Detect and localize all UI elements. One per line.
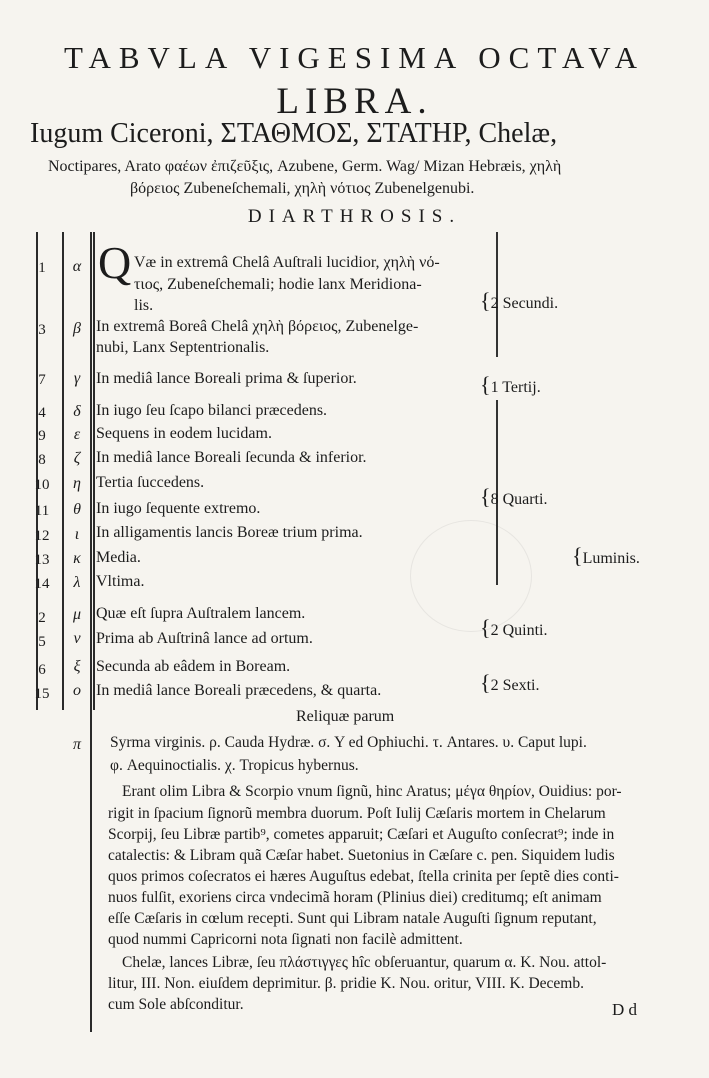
star-description: Vltima. bbox=[96, 573, 145, 590]
body-text-line: eſſe Cæſaris in cœlum recepti. Sunt qui Libram natale Auguſti ſignum reputant, bbox=[108, 910, 597, 927]
body-text-line: Chelæ, lances Libræ, ſeu πλάστιγγες hîc obſeruantur, quarum α. K. Nou. attol- bbox=[122, 954, 607, 971]
star-description: In mediâ lance Boreali ſecunda & inferior. bbox=[96, 449, 367, 466]
column-rule bbox=[93, 232, 95, 710]
star-description: τιος, Zubeneſchemali; hodie lanx Meridiona- bbox=[134, 276, 422, 293]
star-greek-letter: ξ bbox=[73, 658, 81, 675]
star-greek-letter: ι bbox=[74, 526, 80, 543]
star-greek-letter: η bbox=[73, 475, 81, 492]
magnitude-label: 8 Quarti. bbox=[490, 491, 548, 508]
star-greek-letter: θ bbox=[73, 501, 81, 518]
table-title: TABVLA VIGESIMA OCTAVA bbox=[64, 40, 645, 75]
signature-mark: D d bbox=[612, 1000, 638, 1019]
star-number: 8 bbox=[38, 452, 46, 468]
star-number: 10 bbox=[34, 477, 50, 493]
star-description: Tertia ſuccedens. bbox=[96, 474, 205, 491]
star-description: Quæ eſt ſupra Auſtralem lancem. bbox=[96, 605, 306, 622]
synonyms-line-1: Iugum Ciceroni, ΣΤΑΘΜΟΣ, ΣΤΑΤΗΡ, Chelæ, bbox=[30, 118, 558, 149]
star-greek-letter: μ bbox=[72, 606, 82, 623]
body-text-line: quod nummi Capricorni nota ſignati non facilè admittent. bbox=[108, 931, 463, 948]
body-text-line: Scorpij, ſeu Libræ partib⁹, cometes apparuit; Cæſari et Auguſto conſecrat⁹; inde in bbox=[108, 826, 615, 843]
body-text-line: nuos fulſit, exoriens circa vndecimã horam (Plinius diei) creditumq; eſt animam bbox=[108, 889, 602, 906]
magnitude-tertij: {1 Tertij. bbox=[480, 372, 541, 397]
star-number: 15 bbox=[34, 686, 50, 702]
star-number: 5 bbox=[38, 634, 46, 650]
reliquae-line: Reliquæ parum bbox=[296, 708, 395, 725]
star-number: 1 bbox=[38, 260, 46, 276]
magnitude-luminis: {Luminis. bbox=[572, 543, 640, 568]
body-text-line: cum Sole abſconditur. bbox=[108, 996, 244, 1013]
magnitude-sexti: {2 Sexti. bbox=[480, 670, 540, 695]
section-heading: DIARTHROSIS. bbox=[247, 206, 462, 227]
body-text-line: quos primos coſecratos ei hæres Auguſtus edebat, ſtella crinita per ſeptẽ dies conti- bbox=[108, 868, 619, 885]
star-number: 2 bbox=[38, 610, 46, 626]
star-description: nubi, Lanx Septentrionalis. bbox=[96, 339, 270, 356]
star-greek-letter: λ bbox=[73, 574, 81, 591]
magnitude-label: 1 Tertij. bbox=[490, 379, 541, 396]
magnitude-quinti: {2 Quinti. bbox=[480, 615, 548, 640]
body-text-line: litur, III. Non. eiuſdem deprimitur. β. pridie K. Nou. oritur, VIII. K. Decemb. bbox=[108, 975, 584, 992]
star-greek-letter: ν bbox=[73, 630, 81, 647]
star-description: Væ in extremâ Chelâ Auſtrali lucidior, χηλὴ νό- bbox=[134, 254, 440, 271]
star-greek-letter: κ bbox=[73, 550, 81, 567]
star-number: 12 bbox=[34, 528, 50, 544]
magnitude-label: Luminis. bbox=[582, 550, 640, 567]
star-greek-letter: α bbox=[72, 258, 82, 275]
star-description: Media. bbox=[96, 549, 141, 566]
star-number: 7 bbox=[38, 372, 46, 388]
star-greek-letter: β bbox=[73, 320, 81, 337]
constellation-name: LIBRA. bbox=[276, 81, 433, 122]
body-text-line: rigit in ſpacium ſignorũ membra duorum. Poſt Iulij Cæſaris mortem in Chelarum bbox=[108, 805, 606, 822]
star-description: In iugo ſequente extremo. bbox=[96, 500, 261, 517]
star-description: Prima ab Auſtrinâ lance ad ortum. bbox=[96, 630, 313, 647]
star-number: 9 bbox=[38, 428, 46, 444]
magnitude-label: 2 Secundi. bbox=[490, 295, 559, 312]
body-text-line: Erant olim Libra & Scorpio vnum ſignũ, hinc Aratus; μέγα θηρίον, Ouidius: por- bbox=[122, 783, 622, 800]
star-description: In extremâ Boreâ Chelâ χηλὴ βόρειος, Zubenelge- bbox=[96, 318, 419, 335]
star-greek-letter: γ bbox=[73, 370, 81, 387]
pi-line-2: φ. Aequinoctialis. χ. Tropicus hybernus. bbox=[110, 757, 359, 774]
star-number: 4 bbox=[38, 405, 46, 421]
star-number: 3 bbox=[38, 322, 46, 338]
body-text-line: catalectis: & Libram quã Cæſar habet. Suetonius in Cæſare c. pen. Siquidem ludis bbox=[108, 847, 615, 864]
star-greek-letter: π bbox=[72, 736, 81, 753]
star-greek-letter: ζ bbox=[73, 450, 81, 467]
pi-line-1: Syrma virginis. ρ. Cauda Hydræ. σ. Y ed Ophiuchi. τ. Antares. υ. Caput lupi. bbox=[110, 734, 587, 751]
synonyms-line-2: Noctipares, Arato φαέων ἐπιζεῦξις, Azubene, Germ. Wag/ Mizan Hebræis, χηλὴ bbox=[48, 158, 562, 175]
star-greek-letter: δ bbox=[73, 403, 81, 420]
magnitude-label: 2 Quinti. bbox=[490, 622, 548, 639]
star-description: lis. bbox=[134, 297, 154, 314]
magnitude-secundi: {2 Secundi. bbox=[480, 288, 559, 313]
magnitude-label: 2 Sexti. bbox=[490, 677, 540, 694]
star-description: In iugo ſeu ſcapo bilanci præcedens. bbox=[96, 402, 328, 419]
star-description: Secunda ab eâdem in Boream. bbox=[96, 658, 291, 675]
star-description: In mediâ lance Boreali præcedens, & quarta. bbox=[96, 682, 382, 699]
drop-cap: Q bbox=[98, 237, 132, 288]
synonyms-line-3: βόρειος Zubeneſchemali, χηλὴ νότιος Zubenelgenubi. bbox=[130, 180, 475, 197]
star-description: Sequens in eodem lucidam. bbox=[96, 425, 272, 442]
magnitude-quarti: {8 Quarti. bbox=[480, 484, 548, 509]
star-number: 13 bbox=[34, 552, 50, 568]
star-greek-letter: ο bbox=[73, 682, 81, 699]
star-number: 6 bbox=[38, 662, 46, 678]
star-greek-letter: ε bbox=[73, 426, 81, 443]
star-number: 11 bbox=[34, 503, 50, 519]
star-description: In alligamentis lancis Boreæ trium prima. bbox=[96, 524, 363, 541]
star-number: 14 bbox=[34, 576, 50, 592]
star-description: In mediâ lance Boreali prima & ſuperior. bbox=[96, 370, 357, 387]
